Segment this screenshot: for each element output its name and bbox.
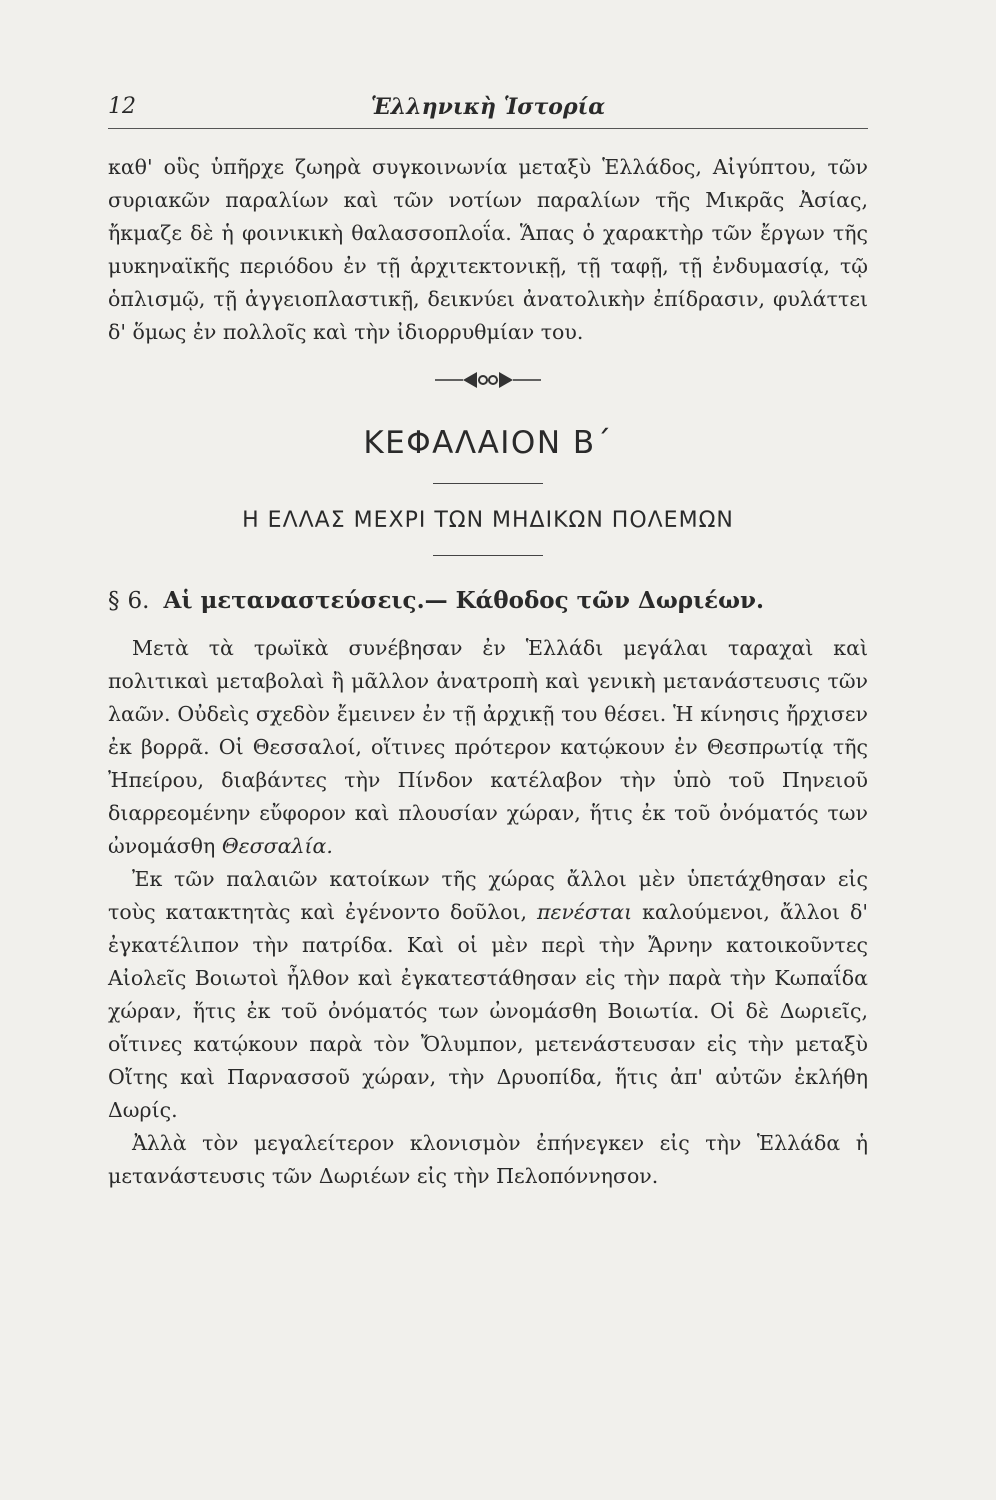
ornament-icon xyxy=(433,368,543,392)
section-title: Αἱ μεταναστεύσεις.— Κάθοδος τῶν Δωριέων. xyxy=(163,587,764,614)
section-heading xyxy=(108,584,868,618)
chapter-heading: ΚΕΦΑΛΑΙΟΝ Β΄ xyxy=(363,425,613,461)
chapter-title: Η ΕΛΛΑΣ ΜΕΧΡΙ ΤΩΝ ΜΗΔΙΚΩΝ ΠΟΛΕΜΩΝ xyxy=(242,508,734,533)
heading-rule xyxy=(433,483,543,484)
running-header xyxy=(108,92,868,129)
paragraph-1 xyxy=(108,632,868,863)
ornament-divider xyxy=(108,367,868,397)
section-number: 6. xyxy=(127,588,150,614)
paragraph-1-text: Μετὰ τὰ τρωϊκὰ συνέβησαν ἐν Ἑλλάδι μεγάλαι ταραχαὶ καὶ πολιτικαὶ μεταβολαὶ ἢ μᾶλλον ἀνατροπὴ καὶ γενικὴ μετανάστευσις τῶν λαῶν. Οὐδεὶς σχεδὸν ἔμεινεν ἐν τῇ ἀρχικῇ του θέσει. Ἡ κίνησις ἤρχισεν ἐκ βορρᾶ. Οἱ Θεσσαλοί, οἵτινες πρότερον κατῴκουν ἐν Θεσπρωτίᾳ τῆς Ἠπείρου, διαβάντες τὴν Πίνδον κατέλαβον τὴν ὑπὸ τοῦ Πηνειοῦ διαρρεομένην εὔφορον καὶ πλουσίαν χώραν, ἥτις ἐκ τοῦ ὀνόματός των ὠνομάσθη xyxy=(108,636,868,858)
paragraph-2-text-a: Ἐκ τῶν παλαιῶν κατοίκων τῆς χώρας ἄλλοι μὲν ὑπετάχθησαν εἰς τοὺς κατακτητὰς καὶ ἐγένοντο δοῦλοι, xyxy=(108,867,868,924)
book-page xyxy=(108,92,868,1193)
paragraph-2-text-b: καλούμενοι, ἄλλοι δ' ἐγκατέλιπον τὴν πατρίδα. Καὶ οἱ μὲν περὶ τὴν Ἄρνην κατοικοῦντες Αἰολεῖς Βοιωτοὶ ἦλθον καὶ ἐγκατεστάθησαν εἰς τὴν παρὰ τὴν Κωπαΐδα χώραν, ἥτις ἐκ τοῦ ὀνόματός των ὠνομάσθη Βοιωτία. Οἱ δὲ Δωριεῖς, οἵτινες κατῴκουν παρὰ τὸν Ὄλυμπον, μετενάστευσαν εἰς τὴν μεταξὺ Οἴτης καὶ Παρνασσοῦ χώραν, τὴν Δρυοπίδα, ἥτις ἀπ' αὐτῶν ἐκλήθη Δωρίς. xyxy=(108,900,868,1122)
paragraph-2-emphasis: πενέσται xyxy=(536,900,633,924)
section-sign: § xyxy=(108,588,120,614)
paragraph-2 xyxy=(108,863,868,1127)
intro-paragraph: καθ' οὓς ὑπῆρχε ζωηρὰ συγκοινωνία μεταξὺ Ἑλλάδος, Αἰγύπτου, τῶν συριακῶν παραλίων καὶ τῶν νοτίων παραλίων τῆς Μικρᾶς Ἀσίας, ἤκμαζε δὲ ἡ φοινικικὴ θαλασσοπλοΐα. Ἅπας ὁ χαρακτὴρ τῶν ἔργων τῆς μυκηναϊκῆς περιόδου ἐν τῇ ἀρχιτεκτονικῇ, τῇ ταφῇ, τῇ ἐνδυμασίᾳ, τῷ ὁπλισμῷ, τῇ ἀγγειοπλαστικῇ, δεικνύει ἀνατολικὴν ἐπίδρασιν, φυλάττει δ' ὅμως ἐν πολλοῖς καὶ τὴν ἰδιορρυθμίαν του. xyxy=(108,155,868,344)
paragraph-1-emphasis: Θεσσαλία. xyxy=(221,834,333,858)
title-rule xyxy=(433,555,543,556)
paragraph-3: Ἀλλὰ τὸν μεγαλείτερον κλονισμὸν ἐπήνεγκεν εἰς τὴν Ἑλλάδα ἡ μετανάστευσις τῶν Δωριέων εἰς τὴν Πελοπόννησον. xyxy=(108,1131,868,1188)
page-number: 12 xyxy=(108,94,136,119)
running-title: Ἑλληνικὴ Ἱστορία xyxy=(370,94,606,120)
